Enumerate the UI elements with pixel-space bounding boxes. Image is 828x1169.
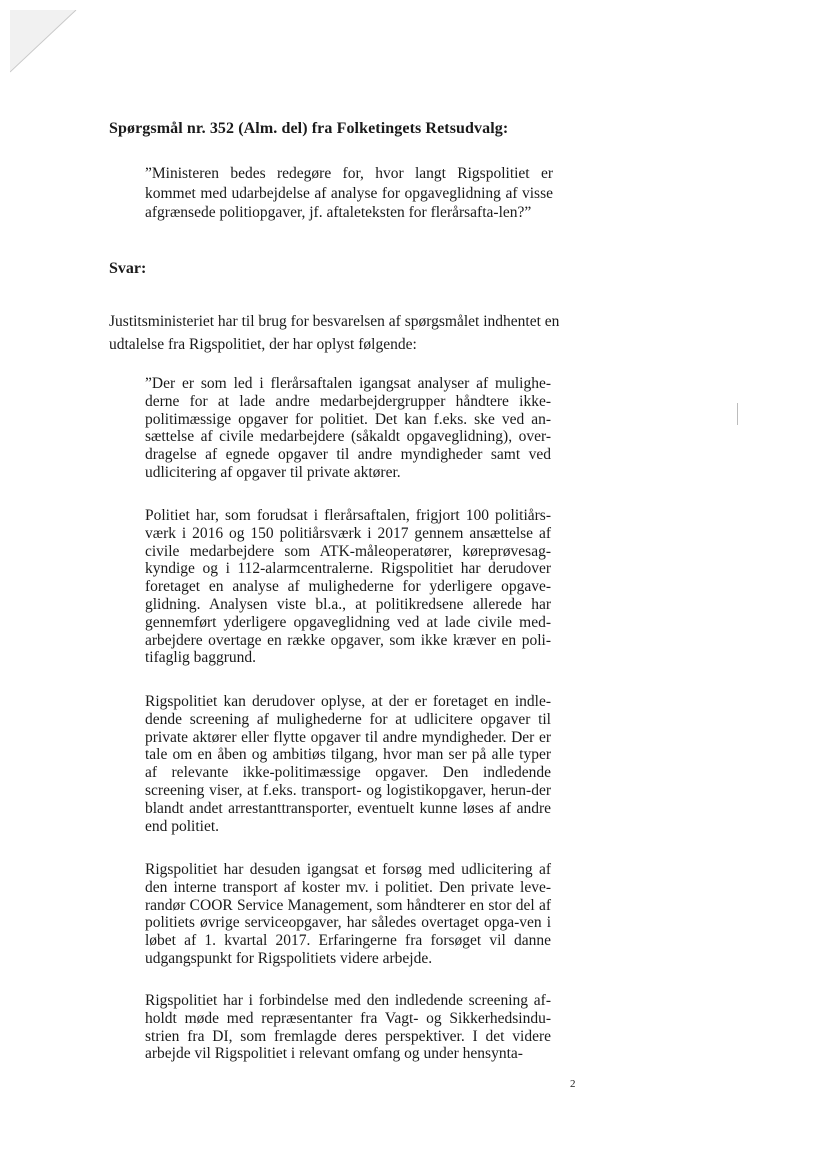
answer-paragraph: Politiet har, som forudsat i flerårsaftalen, frigjort 100 politiårs-værk i 2016 og 150 politiårsværk i 2017 gennem ansættelse af civile medarbejdere som ATK-måleoperatører, køreprøvesag-kyndige og i 112-alarmcentralerne. Rigspolitiet har derudover foretaget en analyse af mulighederne for yderligere opgave-glidning. Analysen viste bl.a., at politikredsene allerede har gennemført yderligere opgaveglidning ved at lade civile med-arbejdere overtage en række opgaver, som ikke kræver en poli-tifaglig baggrund. <box>145 507 551 667</box>
margin-mark <box>737 403 738 425</box>
answer-intro <box>109 310 589 356</box>
answer-intro-line: udtalelse fra Rigspolitiet, der har oplyst følgende: <box>109 336 417 353</box>
question-heading: Spørgsmål nr. 352 (Alm. del) fra Folketingets Retsudvalg: <box>109 120 509 137</box>
answer-paragraph: Rigspolitiet har i forbindelse med den indledende screening af-holdt møde med repræsentanter fra Vagt- og Sikkerhedsindu-strien fra DI, som fremlagde deres perspektiver. I det videre arbejde vil Rigspolitiet i relevant omfang og under hensynta- <box>145 992 551 1063</box>
answer-paragraph: ”Der er som led i flerårsaftalen igangsat analyser af mulighe-derne for at lade andre medarbejdergrupper håndtere ikke-politimæssige opgaver for politiet. Det kan f.eks. ske ved an-sættelse af civile medarbejdere (såkaldt opgaveglidning), over-dragelse af egnede opgaver til andre myndigheder samt ved udlicitering af opgaver til private aktører. <box>145 375 551 481</box>
page-fold-mark <box>10 10 80 76</box>
answer-paragraph: Rigspolitiet kan derudover oplyse, at der er foretaget en indle-dende screening af mulighederne for at udlicitere opgaver til private aktører eller flytte opgaver til andre myndigheder. Der er tale om en åben og ambitiøs tilgang, hvor man ser på alle typer af relevante ikke-politimæssige opgaver. Den indledende screening viser, at f.eks. transport- og logistikopgaver, herun-der blandt andet arrestanttransporter, eventuelt kunne løses af andre end politiet. <box>145 693 551 835</box>
answer-paragraph: Rigspolitiet har desuden igangsat et forsøg med udlicitering af den interne transport af koster mv. i politiet. Den private leve-randør COOR Service Management, som håndterer en stor del af politiets øvrige serviceopgaver, har således overtaget opga-ven i løbet af 1. kvartal 2017. Erfaringerne fra forsøget vil danne udgangspunkt for Rigspolitiets videre arbejde. <box>145 861 551 967</box>
answer-intro-line: Justitsministeriet har til brug for besvarelsen af spørgsmålet indhentet en <box>109 313 560 330</box>
answer-heading: Svar: <box>109 260 147 277</box>
page-number: 2 <box>570 1078 576 1090</box>
question-text: ”Ministeren bedes redegøre for, hvor langt Rigspolitiet er kommet med udarbejdelse af analyse for opgaveglidning af visse afgrænsede politiopgaver, jf. aftaleteksten for flerårsafta-len?” <box>145 165 553 222</box>
